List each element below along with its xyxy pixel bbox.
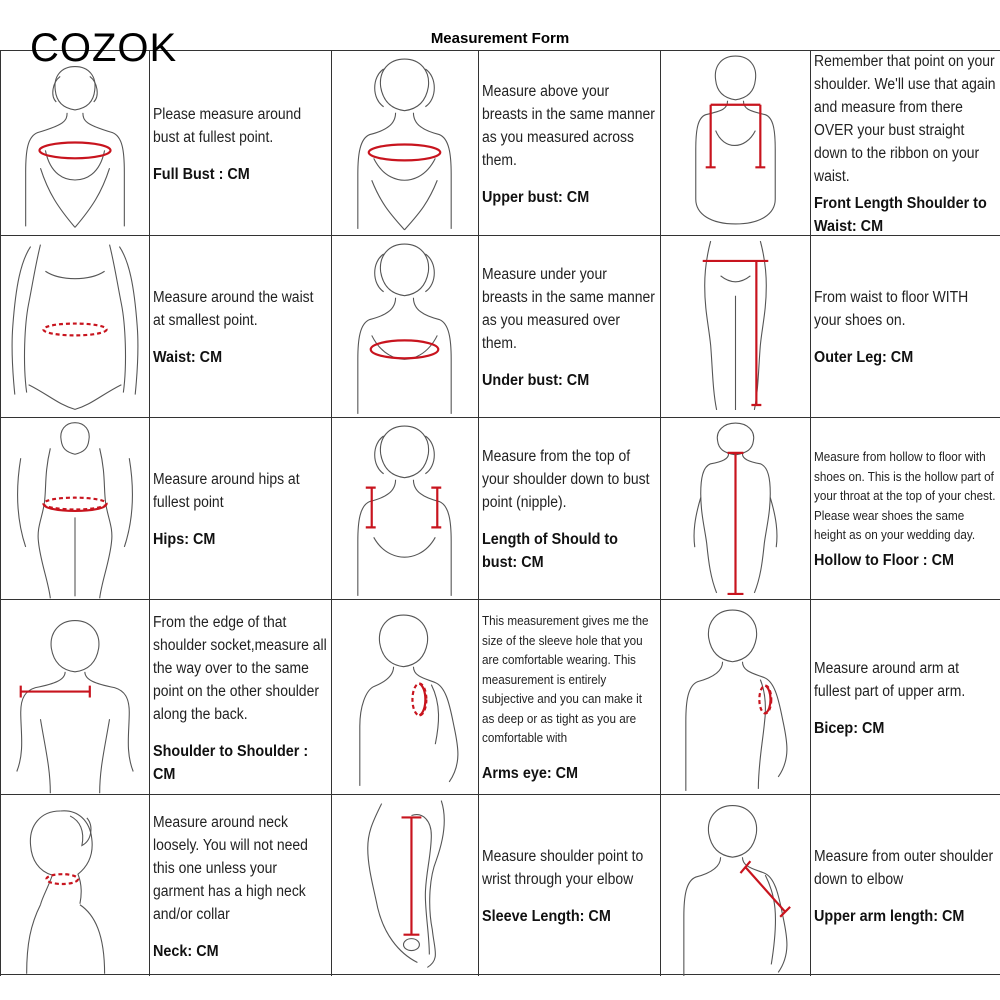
hollow-to-floor-cell <box>811 418 1000 600</box>
outer-leg-cell <box>811 236 1000 418</box>
under-bust-cell <box>479 236 661 418</box>
outer-leg-label: Outer Leg: CM <box>814 349 914 366</box>
under-bust-description: Measure under your breasts in the same manner as you measured over them. <box>482 266 655 352</box>
waist-description: Measure around the waist at smallest point. <box>153 289 314 329</box>
hips-figure-icon <box>0 418 150 600</box>
waist-cell <box>150 236 332 418</box>
neck-label: Neck: CM <box>153 942 219 960</box>
hips-description: Measure around hips at fullest point <box>153 471 300 511</box>
under-bust-label: Under bust: CM <box>482 372 590 389</box>
upper-bust-label: Upper bust: CM <box>482 188 590 206</box>
shoulder-to-shoulder-figure-icon <box>0 600 150 795</box>
full-bust-figure-icon <box>0 51 150 236</box>
full-bust-label: Full Bust : CM <box>153 165 250 183</box>
full-bust-cell <box>150 51 332 236</box>
arms-eye-label: Arms eye: CM <box>482 764 579 782</box>
full-bust-description: Please measure around bust at fullest point. <box>153 105 302 146</box>
brand-logo: COZOK <box>30 26 178 70</box>
shoulder-to-bust-description: Measure from the top of your shoulder down to bust point (nipple). <box>482 448 650 511</box>
measurement-grid <box>0 50 1000 975</box>
front-length-description: Remember that point on your shoulder. We'll use that again and measure from there OVER your bust straight down to the ribbon on your waist. <box>814 53 996 185</box>
neck-figure-icon <box>0 795 150 976</box>
front-length-figure-icon <box>661 51 811 236</box>
bicep-cell <box>811 600 1000 795</box>
upper-arm-cell <box>811 795 1000 976</box>
shoulder-to-shoulder-cell <box>150 600 332 795</box>
waist-label: Waist: CM <box>153 349 223 366</box>
shoulder-to-bust-label: Length of Should to bust: CM <box>482 531 618 571</box>
under-bust-figure-icon <box>332 236 479 418</box>
hollow-to-floor-description: Measure from hollow to floor with shoes on. This is the hollow part of your throat at the top of your chest. Please wear shoes the same height as on your wedding day. <box>814 449 996 543</box>
hollow-to-floor-label: Hollow to Floor : CM <box>814 551 954 569</box>
neck-cell <box>150 795 332 976</box>
upper-arm-description: Measure from outer shoulder down to elbow <box>814 848 994 888</box>
neck-description: Measure around neck loosely. You will not need this one unless your garment has a high neck and/or collar <box>153 813 308 923</box>
form-title: Measurement Form <box>430 30 570 47</box>
hips-cell <box>150 418 332 600</box>
shoulder-to-bust-figure-icon <box>332 418 479 600</box>
arms-eye-description: This measurement gives me the size of the sleeve hole that you are comfortable wearing. This measurement is entirely subjective and you can make it as deep or as tight as you are comfortable with <box>482 613 649 746</box>
front-length-label: Front Length Shoulder to Waist: CM <box>814 195 987 235</box>
outer-leg-description: From waist to floor WITH your shoes on. <box>814 289 969 329</box>
sleeve-length-description: Measure shoulder point to wrist through your elbow <box>482 848 644 888</box>
sleeve-length-label: Sleeve Length: CM <box>482 908 611 925</box>
upper-bust-cell <box>479 51 661 236</box>
upper-bust-figure-icon <box>332 51 479 236</box>
waist-figure-icon <box>0 236 150 418</box>
front-length-cell <box>811 51 1000 236</box>
bicep-label: Bicep: CM <box>814 719 885 737</box>
hollow-to-floor-figure-icon <box>661 418 811 600</box>
upper-bust-description: Measure above your breasts in the same manner as you measured across them. <box>482 82 655 169</box>
upper-arm-figure-icon <box>661 795 811 976</box>
upper-arm-label: Upper arm length: CM <box>814 908 965 925</box>
arms-eye-figure-icon <box>332 600 479 795</box>
bicep-figure-icon <box>661 600 811 795</box>
shoulder-to-shoulder-label: Shoulder to Shoulder : CM <box>153 742 309 783</box>
outer-leg-figure-icon <box>661 236 811 418</box>
arms-eye-cell <box>479 600 661 795</box>
bicep-description: Measure around arm at fullest part of upper arm. <box>814 659 966 700</box>
sleeve-length-figure-icon <box>332 795 479 976</box>
shoulder-to-bust-cell <box>479 418 661 600</box>
sleeve-length-cell <box>479 795 661 976</box>
hips-label: Hips: CM <box>153 531 216 548</box>
shoulder-to-shoulder-description: From the edge of that shoulder socket,measure all the way over to the same point on the other shoulder along the back. <box>153 613 327 723</box>
